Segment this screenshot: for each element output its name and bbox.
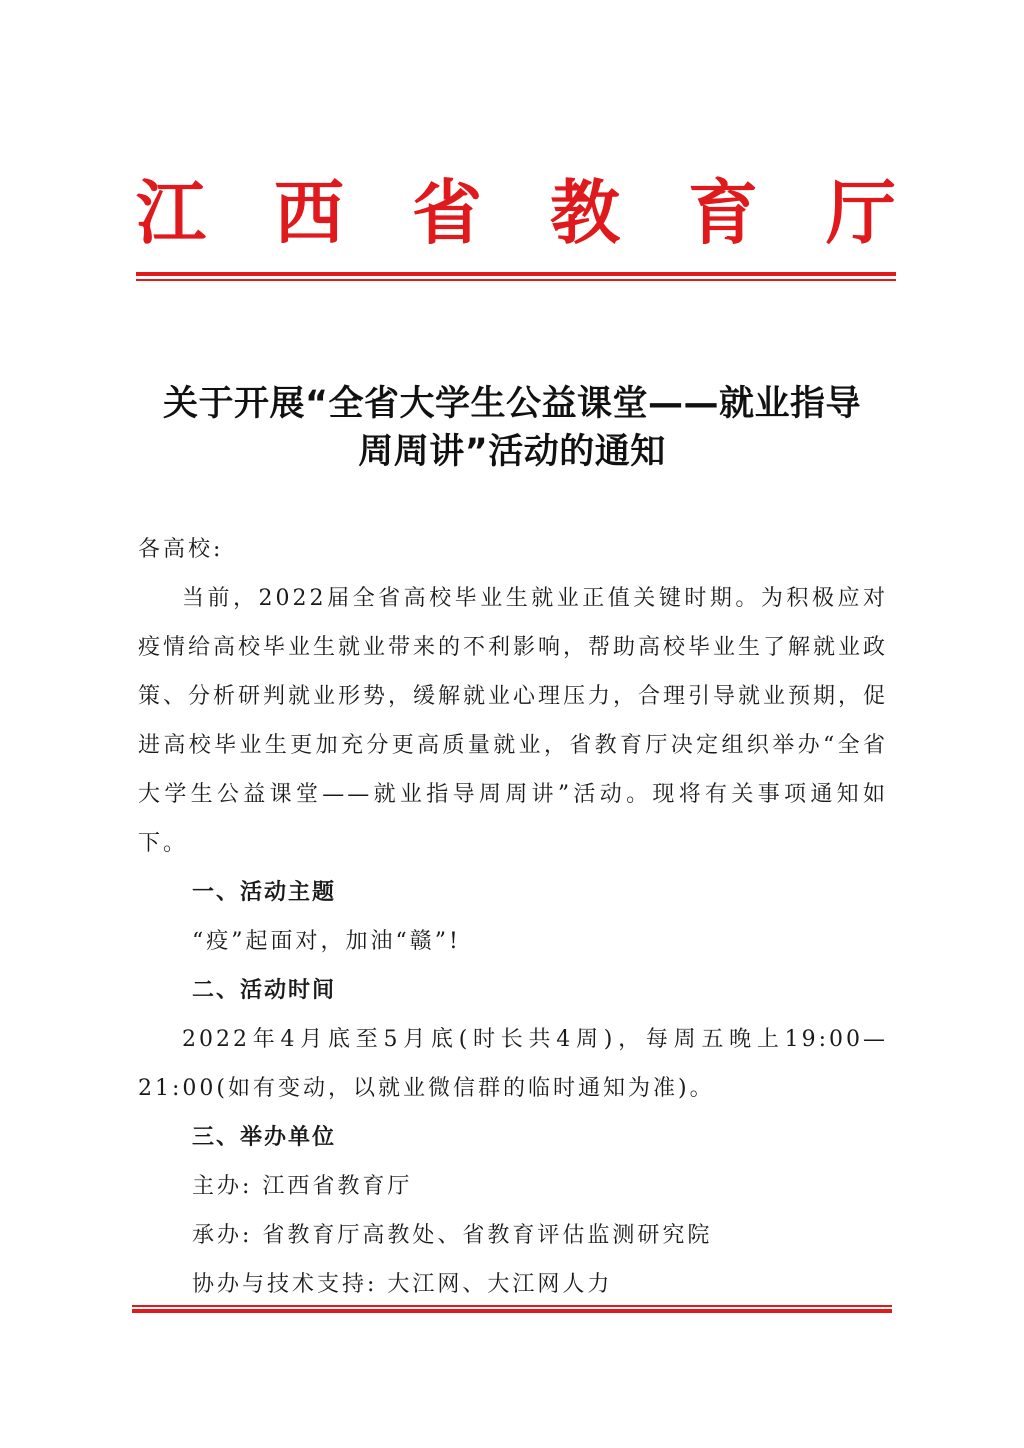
document-title <box>126 380 898 476</box>
section-heading-theme: 一、活动主题 <box>192 880 337 905</box>
document-body <box>138 525 888 1309</box>
intro-paragraph: 当前，2022届全省高校毕业生就业正值关键时期。为积极应对疫情给高校毕业生就业带来的不利影响，帮助高校毕业生了解就业政策、分析研判就业形势，缓解就业心理压力，合理引导就业预期，促进高校毕业生更加充分更高质量就业，省教育厅决定组织举办“全省大学生公益课堂——就业指导周周讲”活动。现将有关事项通知如下。 <box>138 586 889 856</box>
header-char: 厅 <box>826 171 896 254</box>
footer-divider-thick <box>132 1309 892 1313</box>
organizer-host: 主办: 江西省教育厅 <box>192 1174 413 1199</box>
salutation: 各高校: <box>138 537 224 562</box>
organizer-undertaker: 承办: 省教育厅高教处、省教育评估监测研究院 <box>192 1223 713 1248</box>
organizer-support: 协办与技术支持: 大江网、大江网人力 <box>192 1272 613 1297</box>
header-divider-thick <box>136 272 896 276</box>
section-heading-organizers: 三、举办单位 <box>192 1125 337 1150</box>
document-title-line-2: 周周讲”活动的通知 <box>358 432 666 472</box>
header-divider-thin <box>136 279 896 281</box>
section-heading-time: 二、活动时间 <box>192 978 337 1003</box>
header-char: 省 <box>412 171 482 254</box>
footer-divider-thin <box>132 1305 892 1307</box>
section-theme-content: “疫”起面对，加油“赣”! <box>192 929 461 954</box>
document-title-line-1: 关于开展“全省大学生公益课堂——就业指导 <box>162 384 861 424</box>
header-char: 育 <box>688 171 758 254</box>
issuing-authority-header <box>136 168 896 258</box>
header-char: 教 <box>550 171 620 254</box>
header-char: 西 <box>274 171 344 254</box>
section-time-content: 2022年4月底至5月底(时长共4周)，每周五晚上19:00—21:00(如有变动，以就业微信群的临时通知为准)。 <box>138 1027 888 1101</box>
header-char: 江 <box>136 171 206 254</box>
